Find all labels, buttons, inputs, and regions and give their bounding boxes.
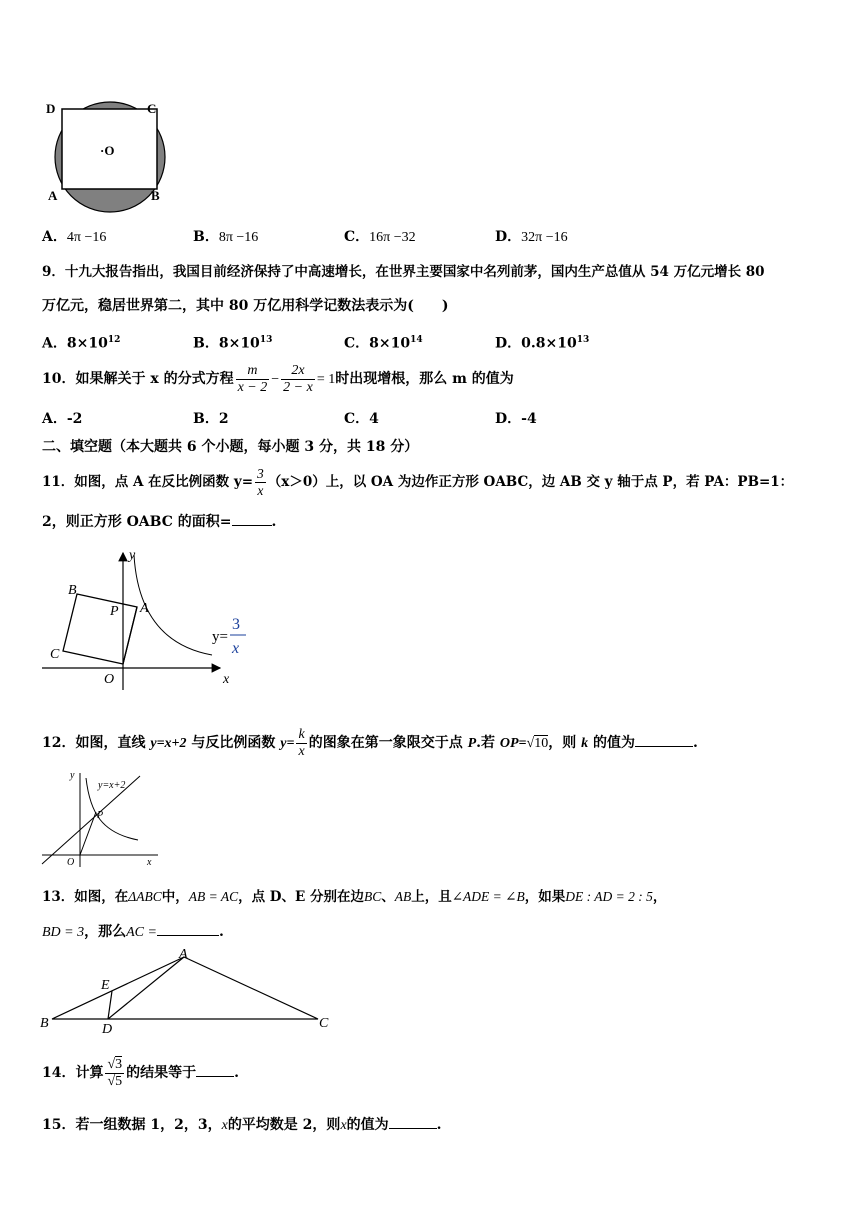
q12-stem: 12．如图，直线 y=x+2 与反比例函数 y= $\frac{k}{x}$ 的图象在第一象限交于点 P.若 OP=√10，则 k 的值为 . bbox=[42, 726, 698, 759]
triangle-ABC bbox=[52, 957, 318, 1019]
q9-option-c: C．$8\times 10^{14}$ bbox=[344, 335, 423, 352]
label-D: D bbox=[102, 1022, 113, 1035]
label-A: A bbox=[140, 601, 149, 616]
label-B: B bbox=[68, 583, 77, 598]
q11-answer-blank bbox=[232, 511, 272, 526]
label-E: E bbox=[101, 978, 110, 993]
q8-option-a: A．4π −16 bbox=[42, 229, 107, 245]
q11-line2: 2，则正方形 OABC 的面积= . bbox=[42, 511, 276, 532]
q13-stem-line1: 13．如图，在ΔABC中，AB = AC，点 D、E 分别在边BC、AB上，且∠ADE = ∠B，如果DE : AD = 2 : 5， bbox=[42, 889, 667, 905]
label-B: B bbox=[151, 188, 160, 203]
label-A: A bbox=[48, 188, 58, 203]
label-C: C bbox=[319, 1016, 329, 1031]
q13-stem-line2: BD = 3，那么AC = . bbox=[42, 921, 224, 943]
label-O: O bbox=[67, 857, 75, 868]
label-O: ·O bbox=[100, 143, 115, 158]
label-y: y bbox=[129, 548, 136, 563]
q10-fraction-2: $\frac{2x}{2 - x}$ bbox=[283, 362, 313, 395]
q10-option-b: B．2 bbox=[193, 411, 229, 427]
section-2-heading: 二、填空题（本大题共 6 个小题，每小题 3 分，共 18 分） bbox=[42, 439, 419, 455]
curve-eq-num: 3 bbox=[232, 616, 240, 633]
q9-option-a: A．$8\times 10^{12}$ bbox=[42, 335, 121, 352]
label-C: C bbox=[147, 101, 157, 116]
segment-DE bbox=[108, 991, 112, 1019]
q12-sqrt: √10 bbox=[526, 736, 549, 751]
label-B: B bbox=[40, 1016, 49, 1031]
q9-option-d: D．$0.8\times 10^{13}$ bbox=[495, 335, 590, 352]
label-D: D bbox=[46, 101, 56, 116]
q8-option-b: B．8π −16 bbox=[193, 229, 259, 245]
line-label: y=x+2 bbox=[98, 780, 126, 791]
label-P: P bbox=[97, 810, 104, 821]
circle-square-figure bbox=[40, 96, 175, 216]
q10-option-d: D．-4 bbox=[495, 411, 537, 427]
q13-answer-blank bbox=[157, 921, 219, 936]
label-x: x bbox=[223, 672, 230, 687]
q8-option-d: D．32π −16 bbox=[495, 229, 568, 245]
q14-stem: 14．计算 $\frac{√3}{√5}$ 的结果等于 . bbox=[42, 1056, 240, 1089]
triangle-figure bbox=[38, 945, 338, 1035]
curve-eq-left: y= bbox=[212, 629, 228, 645]
q14-answer-blank bbox=[196, 1062, 234, 1077]
q12-fraction: $\frac{k}{x}$ bbox=[298, 726, 305, 759]
square-hyperbola-figure bbox=[42, 545, 252, 695]
q10-option-a: A．-2 bbox=[42, 411, 83, 427]
q10-fraction-1: $\frac{m}{x - 2}$ bbox=[237, 362, 268, 395]
label-A: A bbox=[179, 947, 188, 962]
label-x: x bbox=[147, 857, 152, 868]
curve-eq-den: x bbox=[232, 640, 240, 657]
q14-fraction: $\frac{√3}{√5}$ bbox=[107, 1056, 123, 1089]
q10-option-c: C．4 bbox=[344, 411, 379, 427]
label-O: O bbox=[104, 672, 115, 687]
q9-option-b: B．$8\times 10^{13}$ bbox=[193, 335, 273, 352]
q11-fraction: $\frac{3}{x}$ bbox=[257, 466, 264, 498]
label-C: C bbox=[50, 647, 60, 662]
q9-line2: 万亿元，稳居世界第二，其中 80 万亿用科学记数法表示为( ) bbox=[42, 298, 449, 314]
label-y: y bbox=[70, 770, 75, 781]
label-P: P bbox=[110, 604, 119, 619]
q9-line1: 9．十九大报告指出，我国目前经济保持了中高速增长，在世界主要国家中名列前茅，国内生产总值从 54 万亿元增长 80 bbox=[42, 264, 765, 280]
q10-stem: 10．如果解关于 x 的分式方程 $\frac{m}{x - 2}$ − $\frac{2x}{2 - x}$ = 1时出现增根，那么 m 的值为 bbox=[42, 362, 514, 395]
q8-option-c: C．16π −32 bbox=[344, 229, 416, 245]
q12-answer-blank bbox=[635, 732, 693, 747]
q11-stem: 11．如图，点 A 在反比例函数 y= $\frac{3}{x}$ （x＞0）上，以 OA 为边作正方形 OABC，边 AB 交 y 轴于点 P，若 PA：PB=1： bbox=[42, 466, 794, 498]
q15-answer-blank bbox=[389, 1114, 437, 1129]
line-hyperbola-figure bbox=[40, 768, 165, 868]
segment-OP bbox=[80, 812, 96, 855]
q15-stem: 15．若一组数据 1，2，3，x的平均数是 2，则x的值为 . bbox=[42, 1114, 442, 1136]
